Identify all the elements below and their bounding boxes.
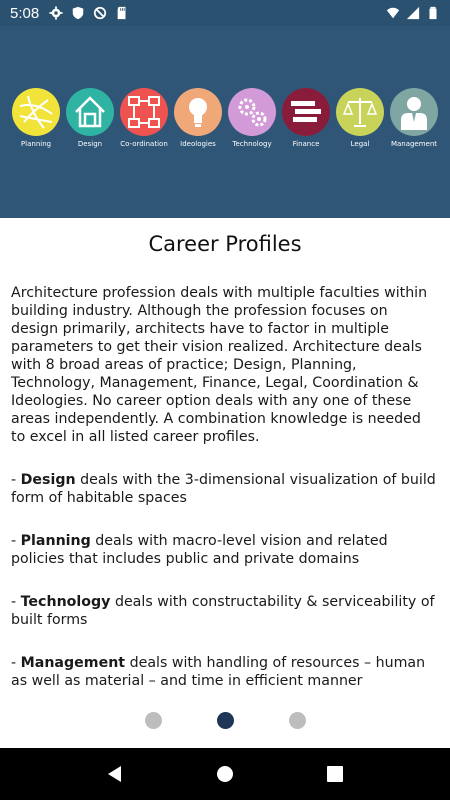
page-dot-2[interactable] xyxy=(217,712,234,729)
status-time: 5:08 xyxy=(10,4,40,22)
item-text: deals with handling of resources – human as well as material – and time in efficient manner xyxy=(11,655,426,689)
category-planning xyxy=(10,88,62,148)
category-ideologies xyxy=(172,88,224,148)
battery-icon xyxy=(426,6,440,20)
sd-card-icon xyxy=(115,6,129,20)
shield-icon xyxy=(71,6,85,20)
item-text: deals with constructability & serviceability of built forms xyxy=(11,594,435,628)
signal-icon xyxy=(406,6,420,20)
category-label: Legal xyxy=(350,140,370,148)
item-term: Technology xyxy=(20,594,111,610)
category-technology xyxy=(226,88,278,148)
item-term: Management xyxy=(20,655,126,671)
item-text: deals with the 3-dimensional visualization of build form of habitable spaces xyxy=(11,472,436,506)
intro-paragraph: Architecture profession deals with multiple faculties within building industry. Although the profession focuses on design primarily, architects have to factor in multiple parameters to get their vision realized. Architecture deals with 8 broad areas of practice; Design, Planning, Technology, Management, Finance, Legal, Coordination & Ideologies. No career option deals with any one of these areas independently. A combination knowledge is needed to excel in all listed career profiles. xyxy=(11,285,428,445)
home-icon[interactable] xyxy=(216,765,234,783)
planning-icon xyxy=(12,88,60,136)
category-label: Design xyxy=(77,140,103,148)
status-icons-right xyxy=(386,6,440,20)
design-icon xyxy=(66,88,114,136)
page-dot-3[interactable] xyxy=(289,712,306,729)
page-dot-1[interactable] xyxy=(145,712,162,729)
category-label: Co-ordination xyxy=(120,140,168,148)
category-finance xyxy=(280,88,332,148)
manager-icon xyxy=(390,88,438,136)
category-label: Planning xyxy=(20,140,52,148)
career-profiles-content xyxy=(0,218,450,748)
category-management xyxy=(388,88,440,148)
lightbulb-icon xyxy=(174,88,222,136)
category-icon-row xyxy=(10,88,440,148)
gears-icon xyxy=(228,88,276,136)
blocked-icon xyxy=(93,6,107,20)
profile-item-management xyxy=(11,654,439,690)
system-nav-bar xyxy=(0,748,450,800)
profile-item-technology xyxy=(11,593,439,629)
coordination-icon xyxy=(120,88,168,136)
stack-icon xyxy=(282,88,330,136)
item-prefix: - xyxy=(11,533,21,549)
item-prefix: - xyxy=(11,655,21,671)
category-design xyxy=(64,88,116,148)
item-term: Planning xyxy=(20,533,91,549)
wifi-icon xyxy=(386,6,400,20)
category-label: Technology xyxy=(232,140,272,148)
gear-icon xyxy=(49,6,63,20)
back-icon[interactable] xyxy=(106,765,124,783)
category-legal xyxy=(334,88,386,148)
category-coordination xyxy=(118,88,170,148)
page-title: Career Profiles xyxy=(148,232,302,256)
category-label: Management xyxy=(390,140,438,148)
profile-item-design xyxy=(11,471,439,507)
career-banner xyxy=(0,26,450,218)
item-term: Design xyxy=(20,472,76,488)
profile-item-planning xyxy=(11,532,439,568)
status-bar xyxy=(0,0,450,26)
item-prefix: - xyxy=(11,594,21,610)
page-indicator xyxy=(0,712,450,729)
item-prefix: - xyxy=(11,472,21,488)
item-text: deals with macro-level vision and related policies that includes public and private domains xyxy=(11,533,388,567)
category-label: Finance xyxy=(292,140,320,148)
scales-icon xyxy=(336,88,384,136)
recents-icon[interactable] xyxy=(326,765,344,783)
status-icons-left xyxy=(49,6,129,20)
category-label: Ideologies xyxy=(180,140,216,148)
